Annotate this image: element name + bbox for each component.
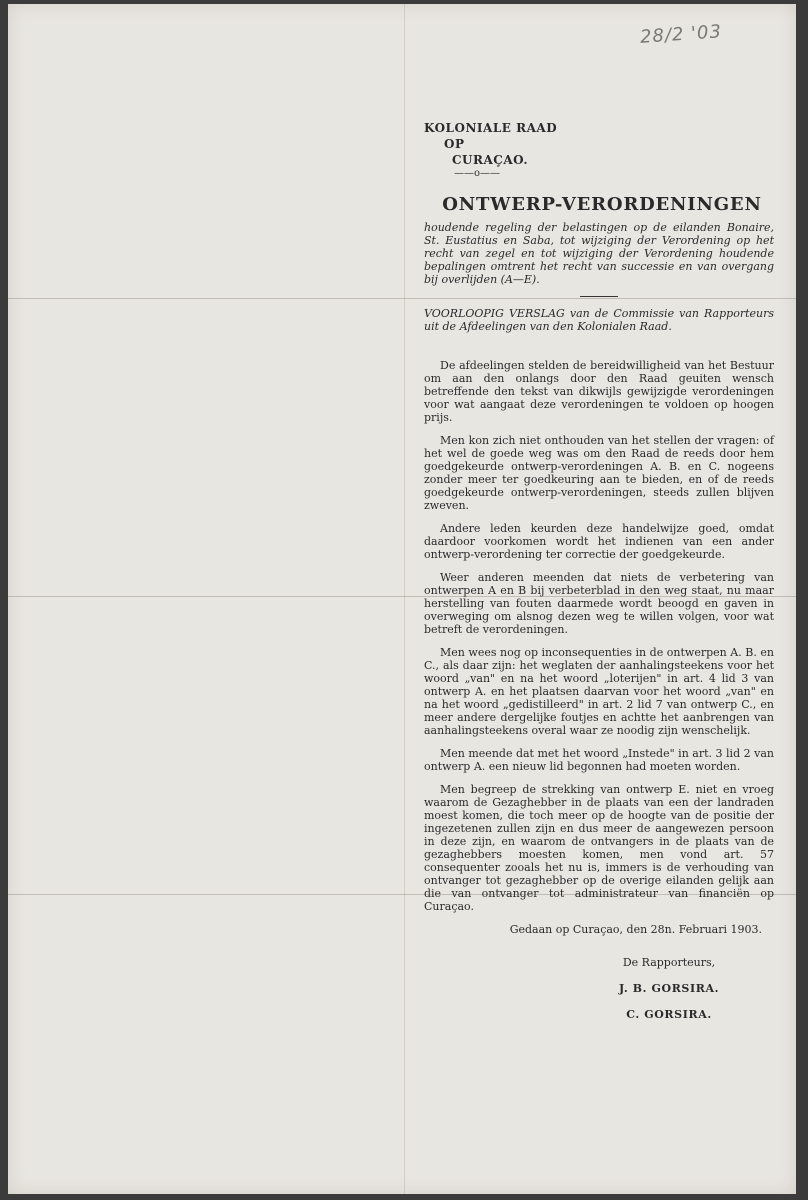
signoff-date: Gedaan op Curaçao, den 28n. Februari 1903.: [509, 923, 762, 936]
section-divider: [580, 296, 618, 297]
document-subtitle: houdende regeling der belastingen op de eilanden Bonaire, St. Eustatius en Saba, tot wijziging der Verordening op het recht van zegel en tot wijziging der Verordening houdende bepalingen omtrent het recht van successie en van overgang bij overlijden (A—E).: [424, 221, 774, 286]
report-body: [424, 359, 774, 913]
paragraph: Men meende dat met het woord „Instede" in art. 3 lid 2 van ontwerp A. een nieuw lid begonnen had moeten worden.: [424, 747, 774, 773]
institution-line-2: OP: [444, 137, 465, 151]
signer-name: C. GORSIRA.: [626, 1008, 712, 1021]
fold-line: [404, 4, 405, 1194]
paragraph: De afdeelingen stelden de bereidwilligheid van het Bestuur om aan den onlangs door den Raad geuiten wensch betreffende den tekst van dikwijls gewijzigde verordeningen voor wat aangaat deze verordeningen te voldoen op hoogen prijs.: [424, 359, 774, 424]
paragraph: Weer anderen meenden dat niets de verbetering van ontwerpen A en B bij verbeterblad in den weg staat, nu maar herstelling van fouten daarmede wordt beoogd en gaven in overweging om alsnog dezen weg te willen volgen, voor wat betreft de verordeningen.: [424, 571, 774, 636]
ornament-divider: ——o——: [454, 168, 501, 179]
institution-line-3: CURAÇAO.: [452, 153, 529, 167]
paragraph: Men begreep de strekking van ontwerp E. niet en vroeg waarom de Gezaghebber in de plaats van een der landraden moest komen, die toch meer op de hoogte van de positie der ingezetenen zullen zijn en dus meer de aangewezen persoon in deze zijn, en waarom de ontvangers in de plaats van de gezaghebbers moesten komen, men vond art. 57 consequenter zooals het nu is, immers is de verhouding van ontvanger tot gezaghebber op de overige eilanden gelijk aan die van ontvanger tot administrateur van financiën op Curaçao.: [424, 783, 774, 913]
signers-heading: De Rapporteurs,: [622, 956, 716, 969]
signatures: [424, 950, 774, 1028]
document-column: [424, 120, 774, 1028]
paragraph: Men wees nog op inconsequenties in de ontwerpen A. B. en C., als daar zijn: het weglaten der aanhalingsteekens voor het woord „van" en na het woord „loterijen" in art. 4 lid 3 van ontwerp A. en het plaatsen daarvan voor het woord „van" en na het woord „gedistilleerd" in art. 2 lid 7 van ontwerp C., en meer andere dergelijke foutjes en achtte het aanbrengen van aanhalingsteekens overal waar ze noodig zijn wenschelijk.: [424, 646, 774, 737]
document-title: ONTWERP-VERORDENINGEN: [442, 194, 762, 215]
institution-heading: [424, 120, 774, 168]
institution-line-1: KOLONIALE RAAD: [424, 121, 558, 135]
report-title: VOORLOOPIG VERSLAG van de Commissie van Rapporteurs uit de Afdeelingen van den Kolonialen Raad.: [424, 307, 774, 333]
signer-name: J. B. GORSIRA.: [618, 982, 720, 995]
paragraph: Men kon zich niet onthouden van het stellen der vragen: of het wel de goede weg was om den Raad de reeds door hem goedgekeurde ontwerp-verordeningen A. B. en C. nogeens zonder meer ter goedkeuring aan te bieden, en of de reeds goedgekeurde ontwerp-verordeningen, steeds zullen blijven zweven.: [424, 434, 774, 512]
pencil-annotation: 28/2 '03: [639, 21, 723, 48]
paragraph: Andere leden keurden deze handelwijze goed, omdat daardoor voorkomen wordt het indienen van een ander ontwerp-verordening ter correctie der goedgekeurde.: [424, 522, 774, 561]
